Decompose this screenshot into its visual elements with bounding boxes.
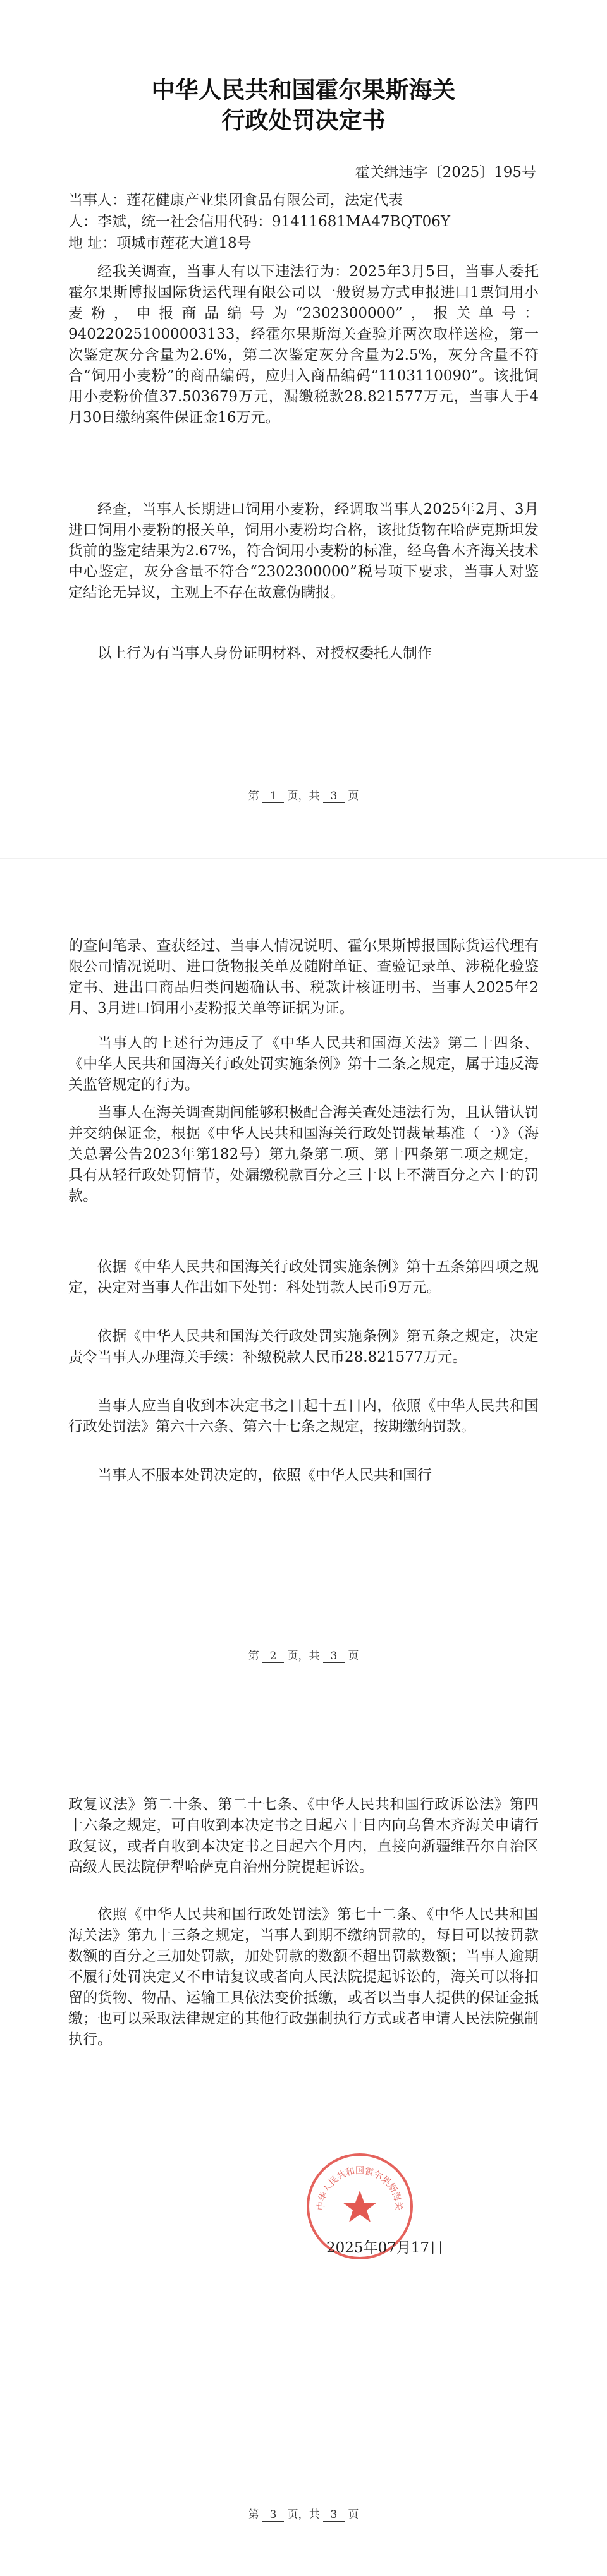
footer-page-number: 2 xyxy=(262,1650,284,1663)
document-page-2 xyxy=(0,859,607,1717)
document-number: 霍关缉违字〔2025〕195号 xyxy=(355,164,536,181)
footer-page-number: 3 xyxy=(262,2508,284,2522)
footer-total-pages: 3 xyxy=(323,2508,345,2522)
paragraph-appeal-start: 当事人不服本处罚决定的，依照《中华人民共和国行 xyxy=(97,1467,432,1484)
document-title xyxy=(0,75,607,135)
party-representative-line: 人：李斌，统一社会信用代码：91411681MA47BQT06Y xyxy=(68,214,451,230)
footer-total-pages: 3 xyxy=(323,790,345,803)
party-address-line: 地 址：项城市莲花大道18号 xyxy=(68,235,252,251)
title-line-1: 中华人民共和国霍尔果斯海关 xyxy=(151,76,456,104)
paragraph-investigation: 经查，当事人长期进口饲用小麦粉，经调取当事人2025年2月、3月进口饲用小麦粉的报关单，饲用小麦粉均合格，该批货物在哈萨克斯坦发货前的鉴定结果为2.67%，符合饲用小麦粉的标准，经乌鲁木齐海关技术中心鉴定，灰分含量不符合“2302300000”税号项下要求，当事人对鉴定结论无异议，主观上不存在故意伪瞒报。 xyxy=(68,501,539,601)
paragraph-tax-repayment: 依据《中华人民共和国海关行政处罚实施条例》第五条之规定，决定责令当事人办理海关手续：补缴税款人民币28.821577万元。 xyxy=(68,1328,539,1365)
document-page-1 xyxy=(0,0,607,858)
page-footer-3: 第 3 页，共 3 页 xyxy=(248,2508,359,2521)
decision-date: 2025年07月17日 xyxy=(326,2240,445,2256)
paragraph-penalty-fine: 依据《中华人民共和国海关行政处罚实施条例》第十五条第四项之规定，决定对当事人作出如下处罚：科处罚款人民币9万元。 xyxy=(68,1259,539,1296)
paragraph-late-payment: 依照《中华人民共和国行政处罚法》第七十二条、《中华人民共和国海关法》第九十三条之规定，当事人到期不缴纳罚款的，每日可以按罚款数额的百分之三加处罚款，加处罚款的数额不超出罚款数额；当事人逾期不履行处罚决定又不申请复议或者向人民法院提起诉讼的，海关可以将扣留的货物、物品、运输工具依法变价抵缴，或者以当事人提供的保证金抵缴；也可以采取法律规定的其他行政强制执行方式或者申请人民法院强制执行。 xyxy=(68,1906,539,2048)
paragraph-violation-facts: 经我关调查，当事人有以下违法行为：2025年3月5日，当事人委托霍尔果斯博报国际货运代理有限公司以一般贸易方式申报进口1票饲用小麦粉，申报商品编号为“2302300000”，报关单号：940220251000003133，经霍尔果斯海关查验并两次取样送检，第一次鉴定灰分含量为2.6%，第二次鉴定灰分含量为2.5%，灰分含量不符合“饲用小麦粉”的商品编码，应归入商品编码“1103110090”。该批饲用小麦粉价值37.503679万元，漏缴税款28.821577万元，当事人于4月30日缴纳案件保证金16万元。 xyxy=(68,263,539,426)
party-name-line: 当事人：莲花健康产业集团食品有限公司，法定代表 xyxy=(68,192,403,209)
footer-page-number: 1 xyxy=(262,790,284,803)
footer-total-pages: 3 xyxy=(323,1650,345,1663)
page-footer-2: 第 2 页，共 3 页 xyxy=(248,1650,359,1662)
paragraph-evidence-start: 以上行为有当事人身份证明材料、对授权委托人制作 xyxy=(97,645,432,662)
page-footer-1: 第 1 页，共 3 页 xyxy=(248,790,359,802)
document-page-3 xyxy=(0,1717,607,2576)
paragraph-appeal-continued: 政复议法》第二十条、第二十七条、《中华人民共和国行政诉讼法》第四十六条之规定，可自收到本决定书之日起六十日内向乌鲁木齐海关申请行政复议，或者自收到本决定书之日起六个月内，直接向新疆维吾尔自治区高级人民法院伊犁哈萨克自治州分院提起诉讼。 xyxy=(68,1796,539,1875)
paragraph-mitigation: 当事人在海关调查期间能够积极配合海关查处违法行为，且认错认罚并交纳保证金，根据《中华人民共和国海关行政处罚裁量基准（一）》（海关总署公告2023年第182号）第九条第二项、第十四条第二项之规定，具有从轻行政处罚情节，处漏缴税款百分之三十以上不满百分之六十的罚款。 xyxy=(68,1104,539,1204)
seal-star-icon xyxy=(343,2191,377,2222)
seal-text: 中华人民共和国霍尔果斯海关 xyxy=(316,2165,404,2211)
title-line-2: 行政处罚决定书 xyxy=(221,106,386,134)
paragraph-payment-deadline: 当事人应当自收到本决定书之日起十五日内，依照《中华人民共和国行政处罚法》第六十六条、第六十七条之规定，按期缴纳罚款。 xyxy=(68,1398,539,1435)
paragraph-legal-violation: 当事人的上述行为违反了《中华人民共和国海关法》第二十四条、《中华人民共和国海关行政处罚实施条例》第十二条之规定，属于违反海关监管规定的行为。 xyxy=(68,1035,539,1093)
paragraph-evidence-continued: 的查问笔录、查获经过、当事人情况说明、霍尔果斯博报国际货运代理有限公司情况说明、进口货物报关单及随附单证、查验记录单、涉税化验鉴定书、进出口商品归类问题确认书、税款计核证明书、当事人2025年2月、3月进口饲用小麦粉报关单等证据为证。 xyxy=(68,938,539,1017)
